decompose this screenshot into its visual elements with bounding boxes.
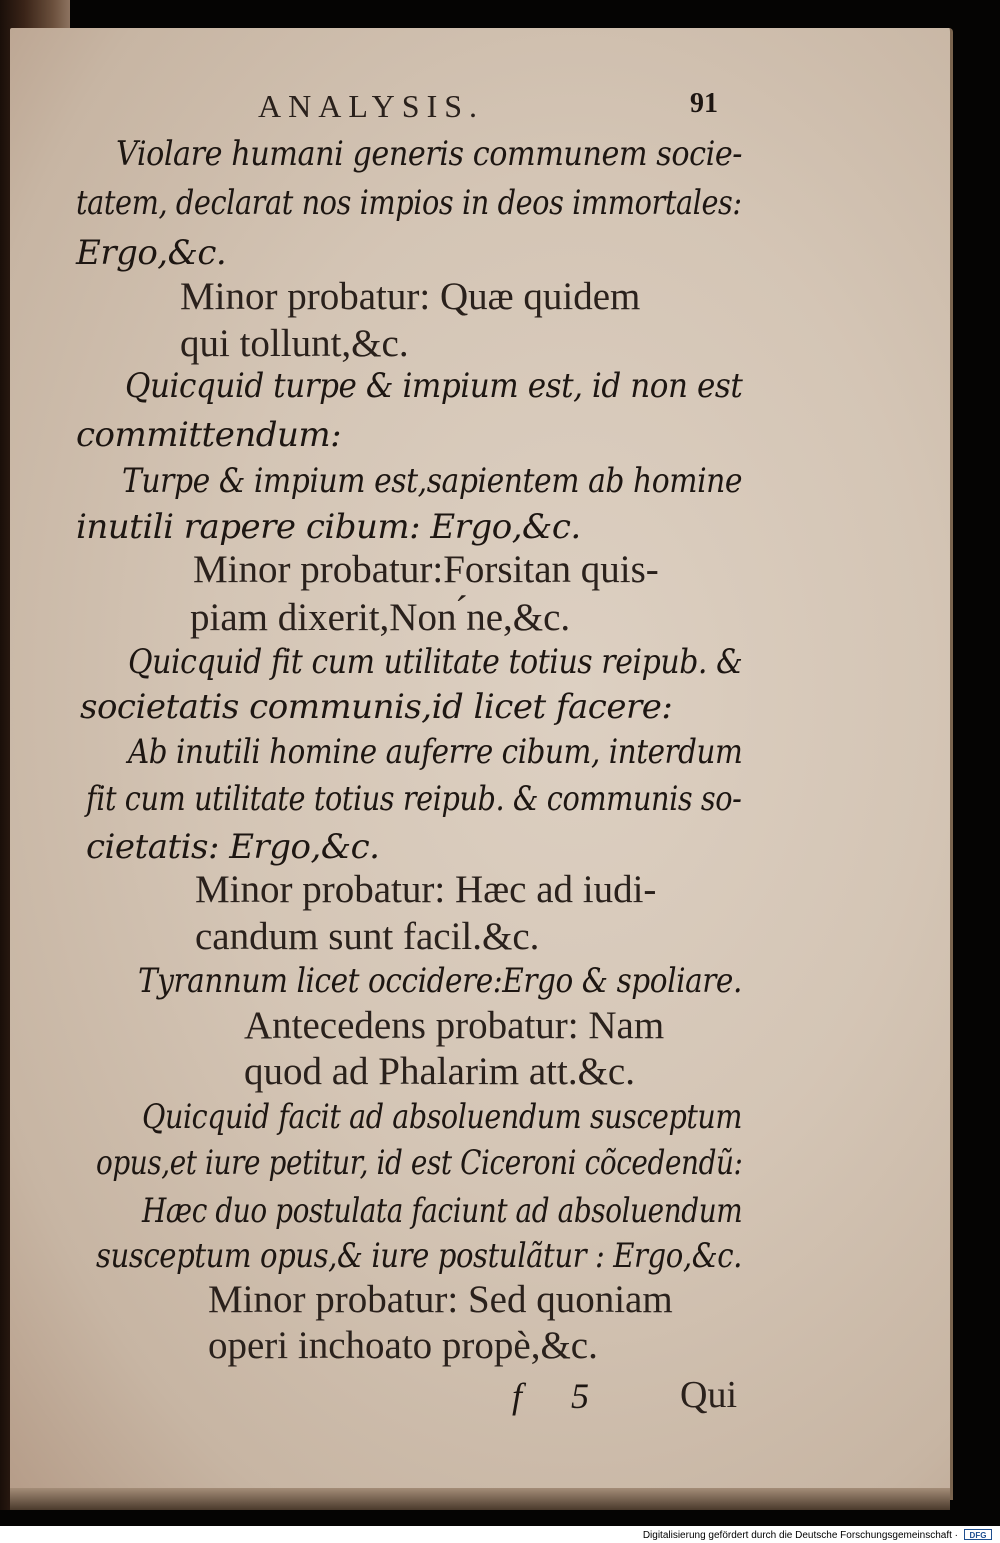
text-line: Ergo,&c. [76, 233, 227, 273]
text-line: Ab inutili homine auferre cibum, interdum [128, 732, 743, 772]
text-line: fit cum utilitate totius reipub. & communis so- [86, 779, 742, 819]
text-line: inutili rapere cibum: Ergo,&c. [76, 507, 581, 547]
signature-mark: f 5 [512, 1376, 590, 1416]
text-line: Quicquid facit ad absoluendum susceptum [142, 1097, 743, 1137]
text-line: Antecedens probatur: Nam [244, 1004, 665, 1047]
text-line: operi inchoato propè,&c. [208, 1324, 598, 1367]
page-number: 91 [690, 88, 718, 119]
text-line: Quicquid turpe & impium est, id non est [125, 366, 743, 406]
text-line: Minor probatur:Forsitan quis- [193, 548, 659, 591]
text-line: committendum: [76, 415, 342, 455]
text-line: Minor probatur: Sed quoniam [208, 1278, 673, 1321]
text-line: candum sunt facil.&c. [195, 915, 540, 958]
text-line: Tyrannum licet occidere:Ergo & spoliare. [138, 961, 742, 1001]
text-line: tatem, declarat nos impios in deos immortales: [76, 183, 742, 223]
text-line: Minor probatur: Hæc ad iudi- [195, 868, 657, 911]
text-line: susceptum opus,& iure postulãtur : Ergo,&c. [96, 1236, 742, 1276]
text-line: Minor probatur: Quæ quidem [180, 275, 641, 318]
text-line: piam dixerit,Non ́ne,&c. [190, 596, 571, 639]
dfg-logo: DFG [964, 1529, 992, 1540]
text-line: quod ad Phalarim att.&c. [244, 1050, 635, 1093]
text-line: opus,et iure petitur, id est Ciceroni cõcedendũ: [96, 1143, 743, 1183]
credit-text: Digitalisierung gefördert durch die Deutsche Forschungsgemeinschaft · [642, 1530, 958, 1541]
text-line: Turpe & impium est,sapientem ab homine [122, 461, 743, 501]
catchword: Qui [680, 1374, 737, 1416]
text-line: cietatis: Ergo,&c. [86, 827, 380, 867]
text-line: societatis communis,id licet facere: [80, 687, 673, 727]
running-title: ANALYSIS. [258, 88, 485, 124]
text-line: Quicquid fit cum utilitate totius reipub. & [128, 642, 743, 682]
text-line: qui tollunt,&c. [180, 322, 409, 365]
page-bottom-edge [10, 1488, 950, 1510]
text-line: Violare humani generis communem socie- [116, 134, 743, 174]
text-line: Hæc duo postulata faciunt ad absoluendum [142, 1191, 743, 1231]
